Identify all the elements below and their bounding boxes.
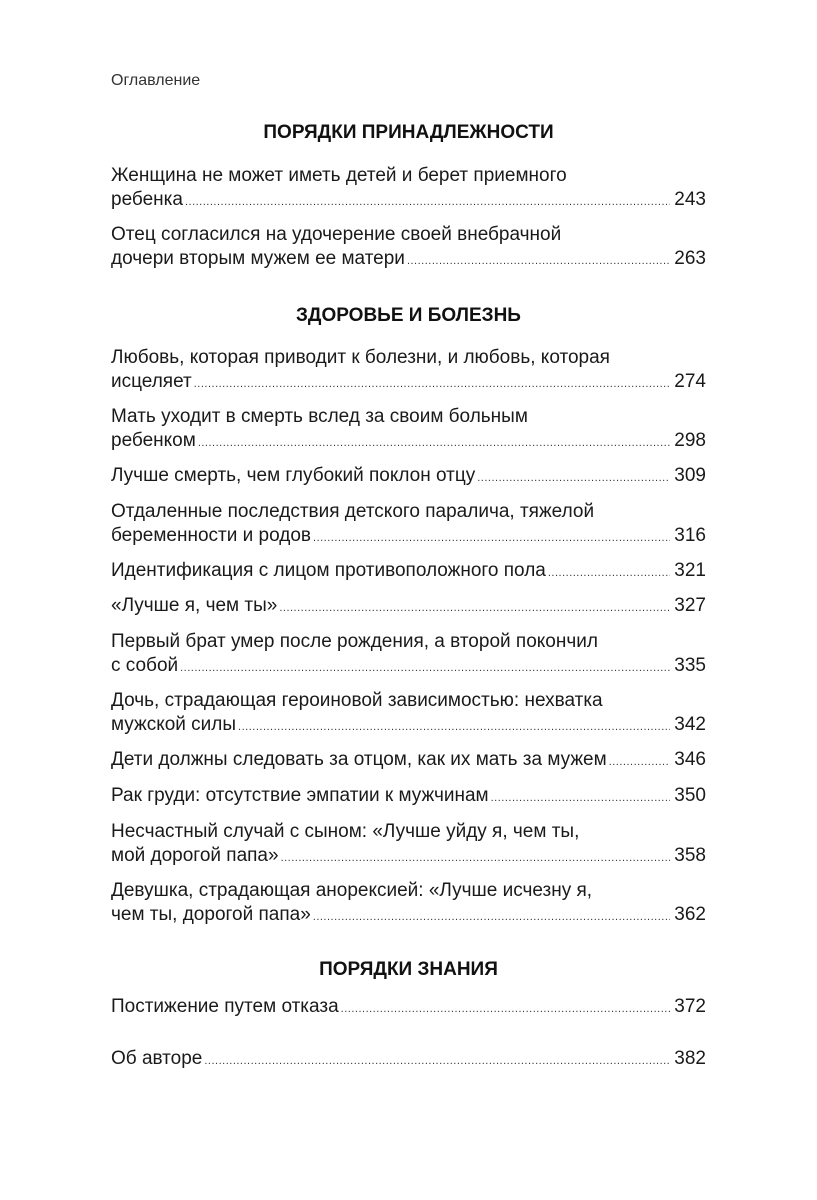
dot-leader xyxy=(180,656,670,680)
dot-leader xyxy=(185,190,670,214)
toc-entry[interactable] xyxy=(111,500,706,550)
section-title-knowledge: ПОРЯДКИ ЗНАНИЯ xyxy=(319,959,498,980)
page-number: 316 xyxy=(674,525,706,546)
toc-entry[interactable] xyxy=(111,748,706,774)
toc-entry-title-line: Первый брат умер после рождения, а второй покончил xyxy=(111,631,598,652)
toc-entry-title-line: Отец согласился на удочерение своей внебрачной xyxy=(111,224,562,245)
toc-entry-title: Об авторе xyxy=(111,1048,203,1069)
toc-entry-title: исцеляет xyxy=(111,371,192,392)
toc-entry-title-line: Женщина не может иметь детей и берет приемного xyxy=(111,165,567,186)
dot-leader xyxy=(477,466,670,490)
page-number: 309 xyxy=(674,465,706,486)
page-number: 243 xyxy=(674,189,706,210)
page-number: 263 xyxy=(674,248,706,269)
dot-leader xyxy=(609,750,671,774)
page-number: 335 xyxy=(674,655,706,676)
dot-leader xyxy=(407,249,670,273)
toc-entry[interactable] xyxy=(111,995,706,1021)
toc-entry[interactable] xyxy=(111,405,706,455)
section-title-health: ЗДОРОВЬЕ И БОЛЕЗНЬ xyxy=(296,305,521,326)
toc-entry[interactable] xyxy=(111,559,706,585)
page-number: 327 xyxy=(674,595,706,616)
page-number: 382 xyxy=(674,1048,706,1069)
page-number: 342 xyxy=(674,714,706,735)
page-number: 362 xyxy=(674,904,706,925)
page-number: 358 xyxy=(674,845,706,866)
toc-entry-title: Рак груди: отсутствие эмпатии к мужчинам xyxy=(111,785,489,806)
toc-entry-title-line: Отдаленные последствия детского паралича, тяжелой xyxy=(111,501,595,522)
dot-leader xyxy=(238,715,670,739)
page-number: 350 xyxy=(674,785,706,806)
toc-entry[interactable] xyxy=(111,784,706,810)
dot-leader xyxy=(279,596,670,620)
toc-entry-title-line: Несчастный случай с сыном: «Лучше уйду я, чем ты, xyxy=(111,821,580,842)
toc-entry-title: ребенка xyxy=(111,189,183,210)
toc-entry-title: Идентификация с лицом противоположного пола xyxy=(111,560,546,581)
toc-entry-about[interactable] xyxy=(111,1047,706,1073)
toc-entry-title: мой дорогой папа» xyxy=(111,845,279,866)
page-number: 346 xyxy=(674,749,706,770)
toc-entry[interactable] xyxy=(111,594,706,620)
toc-entry-title: мужской силы xyxy=(111,714,237,735)
dot-leader xyxy=(491,786,671,810)
toc-entry[interactable] xyxy=(111,346,706,396)
toc-entry-title-line: Дочь, страдающая героиновой зависимостью: нехватка xyxy=(111,690,603,711)
toc-entry-title-line: Мать уходит в смерть вслед за своим больным xyxy=(111,406,528,427)
toc-entry-title: беременности и родов xyxy=(111,525,312,546)
toc-entry-title: Лучше смерть, чем глубокий поклон отцу xyxy=(111,465,476,486)
section-title-belonging: ПОРЯДКИ ПРИНАДЛЕЖНОСТИ xyxy=(263,122,554,143)
toc-entry-title: дочери вторым мужем ее матери xyxy=(111,248,405,269)
page-number: 298 xyxy=(674,430,706,451)
dot-leader xyxy=(204,1049,670,1073)
toc-entry-title-line: Девушка, страдающая анорексией: «Лучше исчезну я, xyxy=(111,880,593,901)
toc-entry-title-line: Любовь, которая приводит к болезни, и любовь, которая xyxy=(111,347,610,368)
toc-entry-title: чем ты, дорогой папа» xyxy=(111,904,311,925)
page-number: 372 xyxy=(674,996,706,1017)
toc-entry[interactable] xyxy=(111,689,706,739)
toc-entry[interactable] xyxy=(111,630,706,680)
dot-leader xyxy=(341,997,671,1021)
dot-leader xyxy=(198,431,670,455)
page-number: 321 xyxy=(674,560,706,581)
dot-leader xyxy=(313,905,671,929)
dot-leader xyxy=(313,526,670,550)
toc-entry[interactable] xyxy=(111,164,706,214)
toc-entry-title: Постижение путем отказа xyxy=(111,996,339,1017)
toc-entry[interactable] xyxy=(111,223,706,273)
toc-entry-title: с собой xyxy=(111,655,179,676)
toc-entry[interactable] xyxy=(111,464,706,490)
toc-entry[interactable] xyxy=(111,879,706,929)
toc-entry-title: Дети должны следовать за отцом, как их мать за мужем xyxy=(111,749,607,770)
running-header: Оглавление xyxy=(111,72,201,89)
dot-leader xyxy=(281,846,671,870)
toc-entry-title: ребенком xyxy=(111,430,196,451)
page-number: 274 xyxy=(674,371,706,392)
toc-entry-title: «Лучше я, чем ты» xyxy=(111,595,278,616)
toc-entry[interactable] xyxy=(111,820,706,870)
dot-leader xyxy=(548,561,670,585)
dot-leader xyxy=(194,372,671,396)
